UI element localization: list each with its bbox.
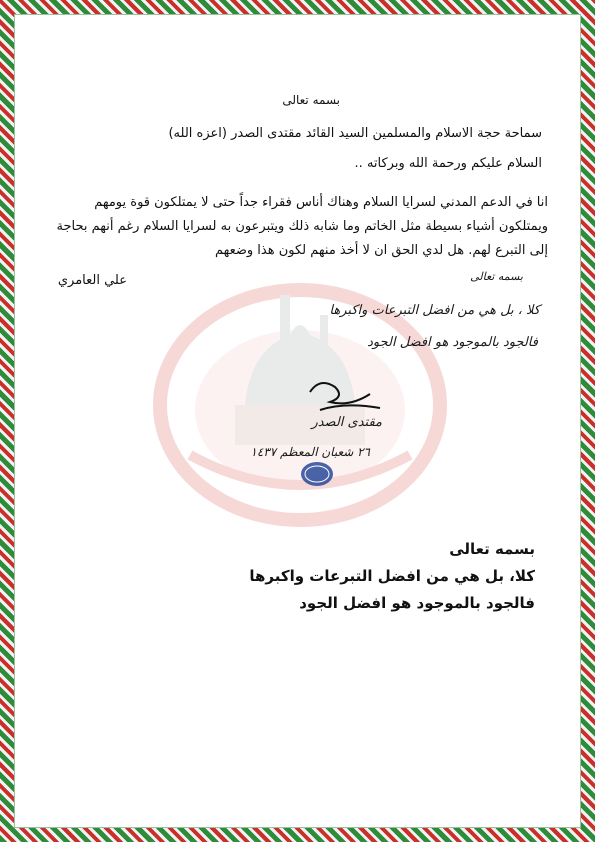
addressee-line: سماحة حجة الاسلام والمسلمين السيد القائد مقتدى الصدر (اعزه الله) xyxy=(168,126,542,141)
official-seal xyxy=(300,461,334,487)
typed-bismillah: بسمه تعالى xyxy=(449,540,535,558)
handwritten-reply-line-1: كلا ، بل هي من افضل التبرعات واكبرها xyxy=(329,303,540,318)
typed-reply-line-2: فالجود بالموجود هو افضل الجود xyxy=(299,594,535,612)
handwritten-signature-name: مقتدى الصدر xyxy=(311,415,382,430)
typed-reply-line-1: كلا، بل هي من افضل التبرعات واكبرها xyxy=(249,567,535,585)
bismillah-heading: بسمه تعالى xyxy=(282,93,340,107)
greeting-line: السلام عليكم ورحمة الله وبركاته .. xyxy=(354,156,542,171)
letter-body: انا في الدعم المدني لسرايا السلام وهناك أناس فقراء جداً حتى لا يمتلكون قوة يومهم ويمتلكون أشياء بسيطة مثل الخاتم وما شابه ذلك ويتبرعون به لسرايا السلام رغم أنهم بحاجة إلى التبرع لهم. هل لدي الحق ان لا أخذ منهم لكون هذا وضعهم xyxy=(56,195,548,258)
sender-name: علي العامري xyxy=(57,273,127,288)
handwritten-bismillah: بسمه تعالى xyxy=(470,270,523,283)
handwritten-date: ٢٦ شعبان المعظم ١٤٣٧ xyxy=(250,445,370,459)
handwritten-reply-line-2: فالجود بالموجود هو افضل الجود xyxy=(367,335,538,350)
signature-scribble xyxy=(300,372,390,417)
